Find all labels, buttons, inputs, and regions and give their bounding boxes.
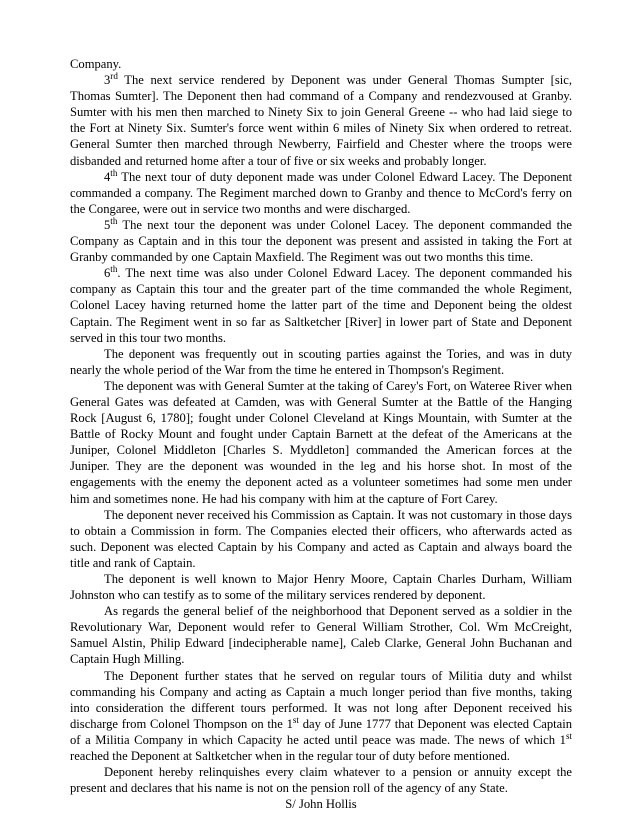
paragraph-text: The next time was also under Colonel Edward Lacey. The deponent commanded his company as Captain this tour and the greater part of the time commanded the whole Regiment, Colonel Lacey having returned home the latter part of the time and Deponent being the oldest Captain. The Regiment went in so far as Saltketcher [River] in lower part of State and Deponent served in this tour two months. [70, 266, 572, 345]
paragraph-relinquishment [70, 764, 572, 796]
ordinal-number: 5 [104, 217, 111, 232]
ordinal-suffix: th [110, 264, 118, 275]
paragraph-engagements [70, 378, 572, 507]
ordinal-marker-5th [104, 215, 122, 232]
ordinal-suffix: rd [110, 70, 118, 81]
paragraph-service-sixth [70, 265, 572, 345]
paragraph-service-fourth [70, 169, 572, 217]
paragraph-continuation [70, 56, 572, 72]
ordinal-number: 3 [104, 73, 111, 88]
paragraph-text: Company. [70, 57, 122, 71]
paragraph-witnesses [70, 571, 572, 603]
paragraph-commission [70, 507, 572, 571]
ordinal-suffix: th [110, 167, 118, 178]
paragraph-text-part-2: day of June 1777 that Deponent was elected Captain of a Militia Company in which Capacity he acted until peace was made. The news of which 1 [70, 716, 572, 747]
paragraph-text: The deponent was with General Sumter at the taking of Carey's Fort, on Wateree River when General Gates was defeated at Camden, was with General Sumter at the Battle of the Hanging Rock [August 6, 1780]; fought under Colonel Cleveland at Kings Mountain, with Sumter at the Battle of Rocky Mount and fought under Captain Barnett at the defeat of the Americans at the Juniper, Colonel Middleton [Charles S. Myddleton] commanded the American forces at the Juniper. They are the deponent was wounded in the leg and his horse shot. In most of the engagements with the enemy the deponent acted as a volunteer sometimes had some men under him and sometimes none. He had his company with him at the capture of Fort Carey. [70, 378, 572, 506]
paragraph-text: The deponent was frequently out in scouting parties against the Tories, and was in duty nearly the whole period of the War from the time he entered in Thompson's Regiment. [70, 346, 572, 377]
ordinal-number: 4 [104, 169, 111, 184]
paragraph-text: Deponent hereby relinquishes every claim whatever to a pension or annuity except the present and declares that his name is not on the pension roll of the agency of any State. [70, 765, 572, 796]
ordinal-suffix-1st-june: st [292, 714, 299, 725]
paragraph-text: The deponent is well known to Major Henry Moore, Captain Charles Durham, William Johnston who can testify as to some of the military services rendered by deponent. [70, 572, 572, 603]
paragraph-text: The next service rendered by Deponent was under General Thomas Sumpter [sic, Thomas Sumter]. The Deponent then had command of a Company and rendezvoused at Granby. Sumter with his men then marched to Ninety Six to join General Greene -- who had laid siege to the Fort at Ninety Six. Sumter's force went within 6 miles of Ninety Six when ordered to retreat. General Sumter then marched through Newberry, Fairfield and Chester where the troops were disbanded and returned home after a tour of five or six weeks and probably longer. [70, 73, 573, 168]
paragraph-service-fifth [70, 217, 572, 265]
paragraph-text: The deponent never received his Commission as Captain. It was not customary in those days to obtain a Commission in form. The Companies elected their officers, who afterwards acted as such. Deponent was elected Captain by his Company and acted as Captain and always board the title and rank of Captain. [70, 507, 572, 570]
paragraph-text: As regards the general belief of the neighborhood that Deponent served as a soldier in the Revolutionary War, Deponent would refer to General William Strother, Col. Wm McCreight, Samuel Alstin, Philip Edward [indecipherable name], Caleb Clarke, General John Buchanan and Captain Hugh Milling. [70, 604, 572, 667]
paragraph-scouting-parties [70, 346, 572, 378]
paragraph-service-third [70, 72, 572, 169]
signature-text: S/ John Hollis [285, 797, 357, 812]
ordinal-suffix-1st-news: st [565, 730, 572, 741]
ordinal-marker-3rd [104, 70, 124, 88]
ordinal-marker-4th [104, 167, 121, 184]
paragraph-text: The next tour the deponent was under Colonel Lacey. The deponent commanded the Company as Captain and in this tour the deponent was present and assisted in taking the Fort at Granby commanded by one Captain Maxfield. The Regiment was out two months this time. [70, 217, 572, 265]
document-body [70, 56, 572, 812]
ordinal-suffix: th [110, 215, 118, 226]
paragraph-text-part-3: reached the Deponent at Saltketcher when in the regular tour of duty before mentioned. [70, 749, 510, 764]
paragraph-text: The next tour of duty deponent made was under Colonel Edward Lacey. The Deponent commanded a company. The Regiment marched down to Granby and thence to McCord's ferry on the Congaree, were out in service two months and were discharged. [70, 169, 572, 216]
paragraph-text-part-1: The Deponent further states that he served on regular tours of Militia duty and whilst commanding his Company and acting as Captain a much longer period than five months, taking into consideration the different tours performed. It was not long after Deponent received his discharge from Colonel Thompson on the 1 [70, 668, 572, 731]
paragraph-general-belief [70, 603, 572, 667]
ordinal-number: 6 [104, 266, 111, 281]
paragraph-militia-duty [70, 668, 572, 765]
ordinal-marker-6th [104, 266, 125, 280]
deponent-signature [70, 796, 572, 812]
ordinal-trailing: . [117, 266, 126, 281]
